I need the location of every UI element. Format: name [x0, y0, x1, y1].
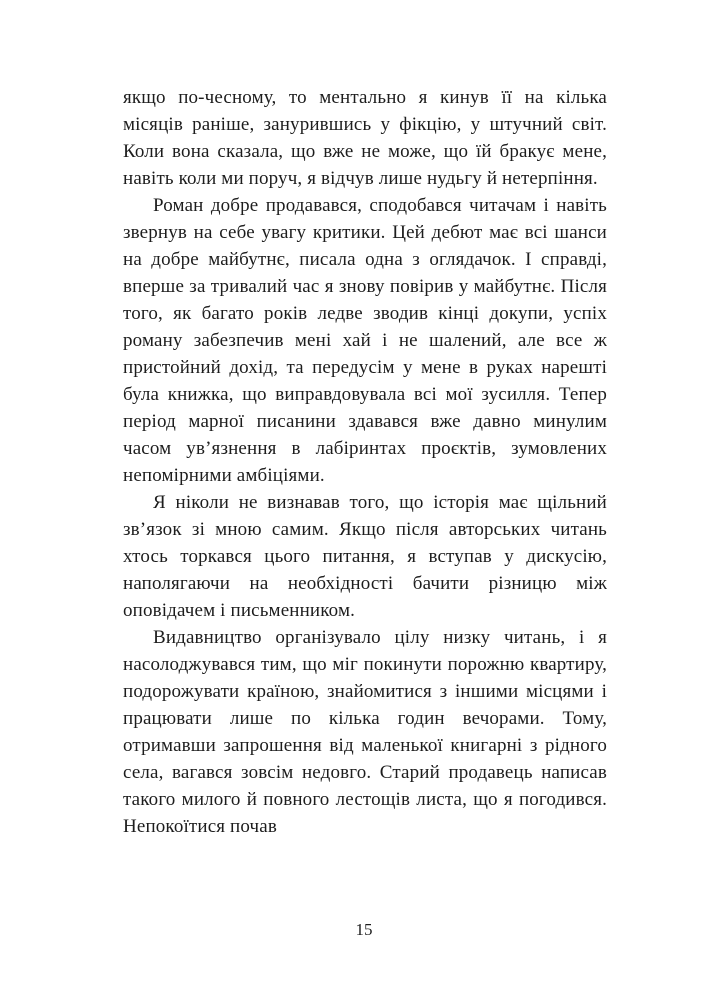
page-text-block — [123, 84, 607, 840]
page-number: 15 — [355, 920, 373, 939]
paragraph: Видавництво організувало цілу низку читань, і я насолоджувався тим, що міг покинути порожню квартиру, подорожувати країною, знайомитися з іншими місцями і працювати лише по кілька годин вечорами. Тому, отримавши запрошення від маленької книгарні з рідного села, вагався зовсім недовго. Старий продавець написав такого милого й повного лестощів листа, що я погодився. Непокоїтися почав — [123, 627, 607, 837]
paragraph-continuation: якщо по-чесному, то ментально я кинув її на кілька місяців раніше, занурившись у фікцію, у штучний світ. Коли вона сказала, що вже не може, що їй бракує мене, навіть коли ми поруч, я відчув лише нудьгу й нетерпіння. — [123, 87, 607, 189]
paragraph: Роман добре продавався, сподобався читачам і навіть звернув на себе увагу критики. Цей дебют має всі шанси на добре майбутнє, писала одна з оглядачок. І справді, вперше за тривалий час я знову повірив у майбутнє. Після того, як багато років ледве зводив кінці докупи, успіх роману забезпечив мені хай і не шалений, але все ж пристойний дохід, та передусім у мене в руках нарешті була книжка, що виправдовувала всі мої зусилля. Тепер період марної писанини здавався вже давно минулим часом ув’язнення в лабіринтах проєктів, зумовлених непомірними амбіціями. — [123, 195, 607, 486]
paragraph: Я ніколи не визнавав того, що історія має щільний зв’язок зі мною самим. Якщо після авторських читань хтось торкався цього питання, я вступав у дискусію, наполягаючи на необхідності бачити різницю між оповідачем і письменником. — [123, 492, 607, 621]
